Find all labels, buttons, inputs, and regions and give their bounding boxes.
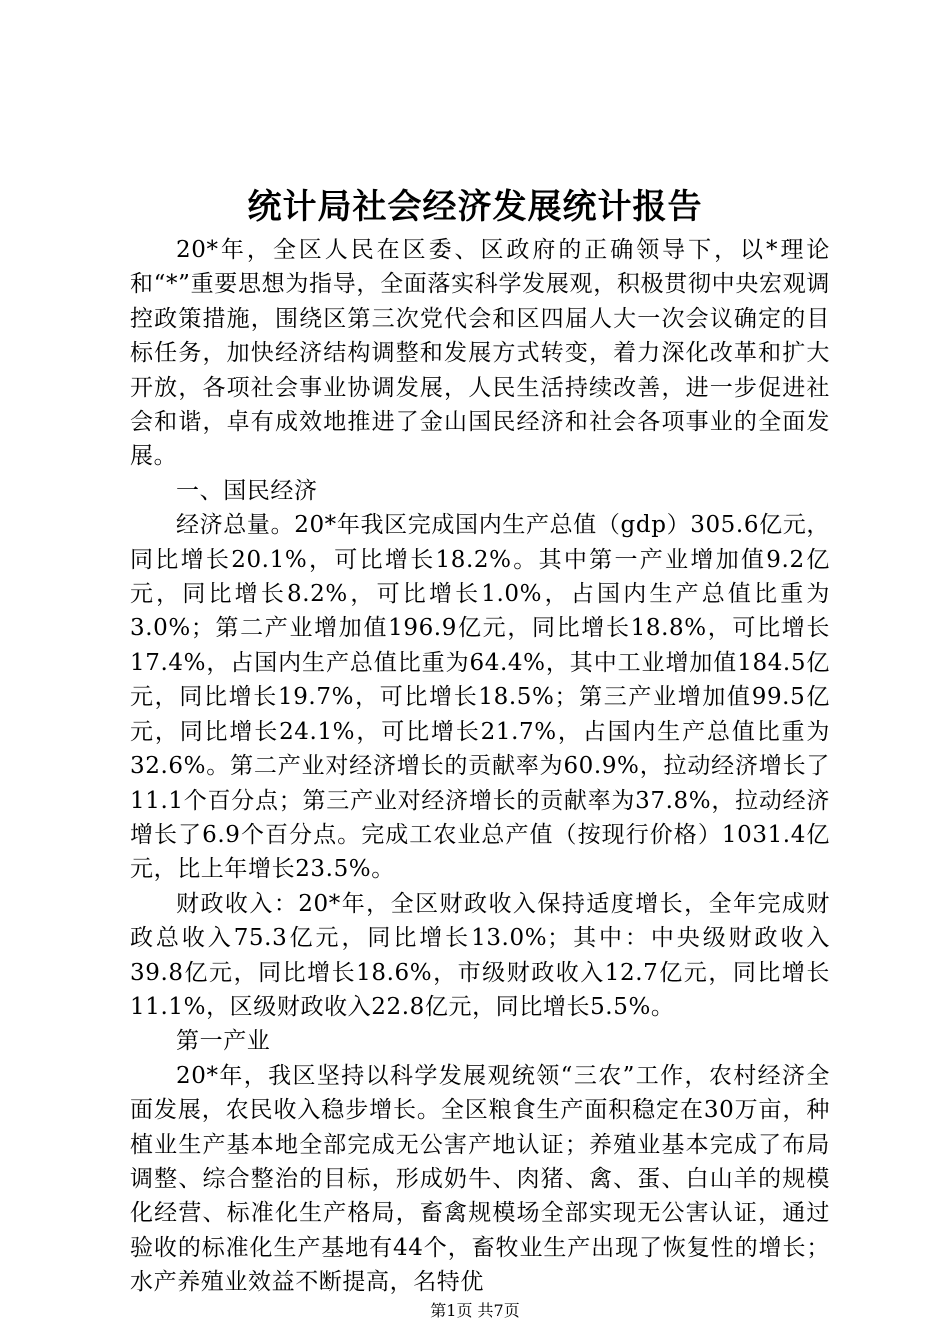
paragraph-intro: 20*年，全区人民在区委、区政府的正确领导下，以*理论和“*”重要思想为指导，全面落实科学发展观，积极贯彻中央宏观调控政策措施，围绕区第三次党代会和区四届人大一次会议确定的目标任务，加快经济结构调整和发展方式转变，着力深化改革和扩大开放，各项社会事业协调发展，人民生活持续改善，进一步促进社会和谐，卓有成效地推进了金山国民经济和社会各项事业的全面发展。 [130, 237, 830, 470]
paragraph-economic-total: 经济总量。20*年我区完成国内生产总值（gdp）305.6亿元，同比增长20.1%，可比增长18.2%。其中第一产业增加值9.2亿元，同比增长8.2%，可比增长1.0%，占国内生产总值比重为3.0%；第二产业增加值196.9亿元，同比增长18.8%，可比增长17.4%，占国内生产总值比重为64.4%，其中工业增加值184.5亿元，同比增长19.7%，可比增长18.5%；第三产业增加值99.5亿元，同比增长24.1%，可比增长21.7%，占国内生产总值比重为32.6%。第二产业对经济增长的贡献率为60.9%，拉动经济增长了11.1个百分点；第三产业对经济增长的贡献率为37.8%，拉动经济增长了6.9个百分点。完成工农业总产值（按现行价格）1031.4亿元，比上年增长23.5%。 [130, 512, 830, 883]
section-heading-primary-industry: 第一产业 [176, 1028, 271, 1055]
document-body [130, 233, 830, 1300]
paragraph-primary-industry: 20*年，我区坚持以科学发展观统领“三农”工作，农村经济全面发展，农民收入稳步增长。全区粮食生产面积稳定在30万亩，种植业生产基本地全部完成无公害产地认证；养殖业基本完成了布局调整、综合整治的目标，形成奶牛、肉猪、禽、蛋、白山羊的规模化经营、标准化生产格局，畜禽规模场全部实现无公害认证，通过验收的标准化生产基地有44个，畜牧业生产出现了恢复性的增长；水产养殖业效益不断提高，名特优 [130, 1062, 830, 1296]
paragraph-fiscal-revenue: 财政收入：20*年，全区财政收入保持适度增长，全年完成财政总收入75.3亿元，同比增长13.0%；其中：中央级财政收入39.8亿元，同比增长18.6%，市级财政收入12.7亿元，同比增长11.1%，区级财政收入22.8亿元，同比增长5.5%。 [130, 890, 830, 1020]
page-footer: 第1页 共7页 [430, 1301, 520, 1320]
section-heading-national-economy: 一、国民经济 [176, 477, 318, 504]
document-title: 统计局社会经济发展统计报告 [247, 187, 703, 227]
